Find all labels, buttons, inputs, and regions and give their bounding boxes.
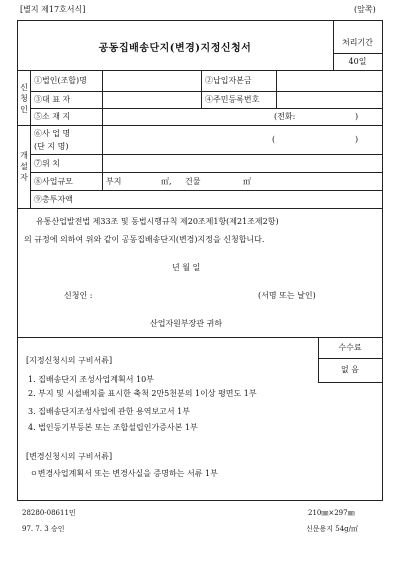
phone-label: (전화: [274,112,296,121]
project-paren-open: ( [272,135,276,144]
applicant-name-field[interactable] [100,288,250,302]
change-doc-item: ㅇ변경사업계획서 또는 변경사실을 증명하는 서류 1부 [30,469,218,478]
change-docs-title: [변경신청시의 구비서류] [26,452,113,461]
building-area-unit: ㎡ [243,177,251,186]
total-investment-label: ⑨총투자액 [34,195,73,204]
front-side-label: (앞쪽) [354,5,376,14]
recipient-label: 산업자원부장관 귀하 [150,319,223,328]
project-name-field[interactable] [103,126,381,153]
land-area-field[interactable] [124,174,158,188]
signature-label: (서명 또는 날인) [258,291,316,300]
land-area-unit: ㎡, [161,177,172,186]
fee-value: 없 음 [341,365,359,374]
developer-section-label: 개 설 자 [20,151,28,182]
address-field[interactable] [103,109,273,124]
application-date: 년 월 일 [172,263,201,272]
declaration-line-1: 유통산업발전법 제33조 및 동법시행규칙 제20조제1항(제21조제2항) [36,217,279,226]
designation-doc-item: 3. 집배송단지조성사업에 관한 용역보고서 1부 [28,407,190,416]
processing-period-label: 처리기간 [342,38,373,47]
approval-date: 97. 7. 3 승인 [22,525,65,533]
form-code: 28280-08611민 [22,509,76,517]
capital-label: ②납입자본금 [205,76,252,85]
resident-number-label: ④주민등록번호 [205,95,260,104]
project-name-label: ⑥사 업 명 [34,129,71,138]
designation-doc-item: 2. 부지 및 시설배치를 표시한 축척 2만5천분의 1이상 평면도 1부 [28,389,257,398]
form-title: 공동집배송단지(변경)지정신청서 [98,43,252,54]
applicant-label: 신청인 : [64,291,93,300]
land-area-label: 부지 [106,177,122,186]
project-paren-close: ) [355,135,359,144]
processing-period-value: 40일 [348,57,367,66]
representative-label: ③대 표 자 [34,95,71,104]
location-field[interactable] [103,155,381,171]
building-area-label: 건물 [185,177,201,186]
corp-name-label: ①법인(조합)명 [34,76,87,85]
designation-docs-title: [지정신청시의 구비서류] [26,356,113,365]
complex-name-label: (단 지 명) [34,142,69,151]
paper-size: 210㎜×297㎜ [308,509,355,517]
resident-number-field[interactable] [277,92,381,107]
corp-name-field[interactable] [103,71,200,90]
declaration-line-2: 의 규정에 의하여 위와 같이 공동집배송단지(변경)지정을 신청합니다. [24,235,265,244]
address-label: ⑤소 재 지 [34,112,71,121]
scale-label: ⑧사업규모 [34,177,73,186]
total-investment-field[interactable] [103,191,381,207]
applicant-section-label: 신 청 인 [20,83,28,114]
designation-doc-item: 4. 법인등기부등본 또는 조합설립인가증사본 1부 [28,423,198,432]
location-label: ⑦위 치 [34,159,60,168]
form-number: [별지 제17호서식] [20,5,86,14]
phone-close: ) [355,112,359,121]
paper-type: 신문용지 54g/㎡ [306,525,359,533]
building-area-field[interactable] [205,174,239,188]
designation-doc-item: 1. 집배송단지 조성사업계획서 10부 [28,375,154,384]
capital-field[interactable] [277,71,381,90]
representative-field[interactable] [103,92,200,107]
fee-label: 수수료 [338,343,362,352]
